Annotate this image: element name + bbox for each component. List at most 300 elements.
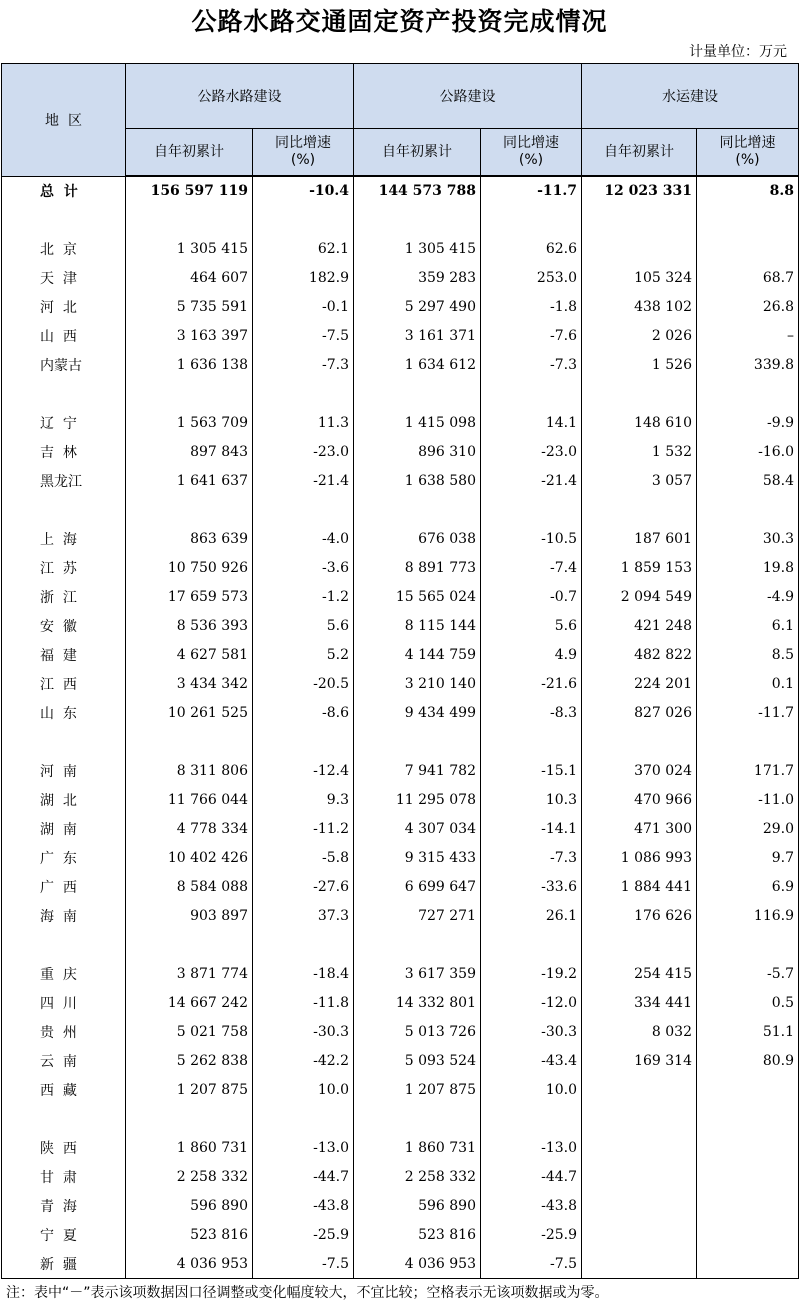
water-yoy-cell xyxy=(697,1191,799,1220)
highway-cumulative-cell: 8 891 773 xyxy=(354,553,481,582)
total-cumulative-cell: 1 207 875 xyxy=(126,1075,253,1104)
table-row xyxy=(2,756,799,785)
table-row xyxy=(2,1162,799,1191)
water-yoy-cell xyxy=(697,234,799,263)
water-cumulative-cell: 827 026 xyxy=(582,698,697,727)
highway-cumulative-cell: 5 297 490 xyxy=(354,292,481,321)
spacer-cell xyxy=(481,379,582,408)
region-cell: 湖 北 xyxy=(2,785,126,814)
highway-yoy-cell: 10.3 xyxy=(481,785,582,814)
water-cumulative-cell: 1 086 993 xyxy=(582,843,697,872)
region-cell: 海 南 xyxy=(2,901,126,930)
highway-yoy-cell: -33.6 xyxy=(481,872,582,901)
spacer-cell xyxy=(2,1104,126,1133)
total-yoy-cell: 11.3 xyxy=(253,408,354,437)
spacer-cell xyxy=(481,930,582,959)
spacer-row xyxy=(2,727,799,756)
total-yoy-cell: -7.3 xyxy=(253,350,354,379)
region-cell: 重 庆 xyxy=(2,959,126,988)
table-row xyxy=(2,843,799,872)
water-cumulative-cell: 482 822 xyxy=(582,640,697,669)
header-water-cumulative: 自年初累计 xyxy=(582,129,697,177)
highway-cumulative-cell: 896 310 xyxy=(354,437,481,466)
highway-yoy-cell: -23.0 xyxy=(481,437,582,466)
total-cumulative-cell: 1 305 415 xyxy=(126,234,253,263)
region-cell: 江 苏 xyxy=(2,553,126,582)
water-yoy-cell: 80.9 xyxy=(697,1046,799,1075)
highway-yoy-cell: -13.0 xyxy=(481,1133,582,1162)
total-yoy-cell: -11.2 xyxy=(253,814,354,843)
water-yoy-cell: 26.8 xyxy=(697,292,799,321)
water-yoy-cell: 9.7 xyxy=(697,843,799,872)
water-cumulative-cell: 8 032 xyxy=(582,1017,697,1046)
table-row xyxy=(2,814,799,843)
highway-cumulative-cell: 4 144 759 xyxy=(354,640,481,669)
total-yoy-cell: -12.4 xyxy=(253,756,354,785)
spacer-cell xyxy=(354,727,481,756)
yoy-line2: (%) xyxy=(518,152,544,168)
table-row xyxy=(2,524,799,553)
water-cumulative-cell: 187 601 xyxy=(582,524,697,553)
spacer-cell xyxy=(481,727,582,756)
highway-cumulative-cell: 1 207 875 xyxy=(354,1075,481,1104)
total-cumulative-cell: 903 897 xyxy=(126,901,253,930)
table-row xyxy=(2,466,799,495)
highway-cumulative-cell: 9 315 433 xyxy=(354,843,481,872)
total-cumulative-cell: 523 816 xyxy=(126,1220,253,1249)
table-row xyxy=(2,988,799,1017)
total-cumulative-cell: 8 311 806 xyxy=(126,756,253,785)
table-row xyxy=(2,408,799,437)
total-cumulative-cell: 8 536 393 xyxy=(126,611,253,640)
water-yoy-cell: -5.7 xyxy=(697,959,799,988)
region-cell: 宁 夏 xyxy=(2,1220,126,1249)
highway-yoy-cell: -25.9 xyxy=(481,1220,582,1249)
water-yoy-cell: – xyxy=(697,321,799,350)
water-cumulative-cell: 438 102 xyxy=(582,292,697,321)
table-row xyxy=(2,321,799,350)
region-cell: 江 西 xyxy=(2,669,126,698)
water-yoy-cell: 8.5 xyxy=(697,640,799,669)
total-cumulative-cell: 5 021 758 xyxy=(126,1017,253,1046)
region-cell: 山 西 xyxy=(2,321,126,350)
region-cell: 内蒙古 xyxy=(2,350,126,379)
header-total-yoy xyxy=(253,129,354,177)
water-cumulative-cell: 12 023 331 xyxy=(582,176,697,205)
region-cell: 四 川 xyxy=(2,988,126,1017)
header-highway-cumulative: 自年初累计 xyxy=(354,129,481,177)
spacer-cell xyxy=(697,1104,799,1133)
spacer-cell xyxy=(253,379,354,408)
water-yoy-cell: 51.1 xyxy=(697,1017,799,1046)
spacer-cell xyxy=(481,1104,582,1133)
spacer-cell xyxy=(253,495,354,524)
table-row xyxy=(2,263,799,292)
spacer-cell xyxy=(697,930,799,959)
water-cumulative-cell xyxy=(582,1191,697,1220)
region-cell: 上 海 xyxy=(2,524,126,553)
spacer-cell xyxy=(582,1104,697,1133)
total-yoy-cell: 5.2 xyxy=(253,640,354,669)
table-row xyxy=(2,640,799,669)
highway-cumulative-cell: 8 115 144 xyxy=(354,611,481,640)
table-row xyxy=(2,1075,799,1104)
highway-cumulative-cell: 3 161 371 xyxy=(354,321,481,350)
highway-cumulative-cell: 2 258 332 xyxy=(354,1162,481,1191)
region-cell: 河 南 xyxy=(2,756,126,785)
highway-cumulative-cell: 11 295 078 xyxy=(354,785,481,814)
water-yoy-cell: -16.0 xyxy=(697,437,799,466)
total-cumulative-cell: 897 843 xyxy=(126,437,253,466)
water-yoy-cell: 8.8 xyxy=(697,176,799,205)
total-yoy-cell: 9.3 xyxy=(253,785,354,814)
spacer-cell xyxy=(354,205,481,234)
total-cumulative-cell: 3 871 774 xyxy=(126,959,253,988)
highway-yoy-cell: -7.3 xyxy=(481,350,582,379)
total-cumulative-cell: 5 735 591 xyxy=(126,292,253,321)
spacer-cell xyxy=(253,1104,354,1133)
table-row xyxy=(2,350,799,379)
total-yoy-cell: -30.3 xyxy=(253,1017,354,1046)
spacer-cell xyxy=(582,727,697,756)
total-yoy-cell: 62.1 xyxy=(253,234,354,263)
highway-yoy-cell: -30.3 xyxy=(481,1017,582,1046)
total-yoy-cell: -10.4 xyxy=(253,176,354,205)
water-cumulative-cell: 421 248 xyxy=(582,611,697,640)
total-yoy-cell: 10.0 xyxy=(253,1075,354,1104)
water-cumulative-cell xyxy=(582,234,697,263)
spacer-cell xyxy=(481,205,582,234)
table-row xyxy=(2,582,799,611)
total-cumulative-cell: 4 036 953 xyxy=(126,1249,253,1279)
region-cell: 广 东 xyxy=(2,843,126,872)
spacer-cell xyxy=(2,205,126,234)
region-cell: 北 京 xyxy=(2,234,126,263)
highway-cumulative-cell: 3 210 140 xyxy=(354,669,481,698)
table-row xyxy=(2,234,799,263)
total-row xyxy=(2,176,799,205)
total-cumulative-cell: 1 636 138 xyxy=(126,350,253,379)
region-cell: 新 疆 xyxy=(2,1249,126,1279)
highway-cumulative-cell: 1 415 098 xyxy=(354,408,481,437)
highway-yoy-cell: 10.0 xyxy=(481,1075,582,1104)
header-total-cumulative: 自年初累计 xyxy=(126,129,253,177)
water-cumulative-cell: 1 532 xyxy=(582,437,697,466)
total-cumulative-cell: 464 607 xyxy=(126,263,253,292)
table-row xyxy=(2,785,799,814)
water-cumulative-cell xyxy=(582,1133,697,1162)
total-cumulative-cell: 10 261 525 xyxy=(126,698,253,727)
total-yoy-cell: -44.7 xyxy=(253,1162,354,1191)
highway-yoy-cell: -19.2 xyxy=(481,959,582,988)
water-yoy-cell: 171.7 xyxy=(697,756,799,785)
spacer-cell xyxy=(582,379,697,408)
total-yoy-cell: -1.2 xyxy=(253,582,354,611)
water-cumulative-cell xyxy=(582,1249,697,1279)
water-cumulative-cell: 1 884 441 xyxy=(582,872,697,901)
total-cumulative-cell: 14 667 242 xyxy=(126,988,253,1017)
region-cell: 贵 州 xyxy=(2,1017,126,1046)
highway-yoy-cell: 26.1 xyxy=(481,901,582,930)
water-cumulative-cell: 224 201 xyxy=(582,669,697,698)
highway-yoy-cell: 253.0 xyxy=(481,263,582,292)
water-cumulative-cell: 2 094 549 xyxy=(582,582,697,611)
water-yoy-cell: 0.1 xyxy=(697,669,799,698)
water-cumulative-cell: 176 626 xyxy=(582,901,697,930)
water-yoy-cell: 30.3 xyxy=(697,524,799,553)
header-group-total: 公路水路建设 xyxy=(126,64,354,129)
spacer-cell xyxy=(354,930,481,959)
region-cell: 安 徽 xyxy=(2,611,126,640)
region-cell: 浙 江 xyxy=(2,582,126,611)
table-row xyxy=(2,1191,799,1220)
water-cumulative-cell: 169 314 xyxy=(582,1046,697,1075)
total-yoy-cell: -11.8 xyxy=(253,988,354,1017)
total-cumulative-cell: 596 890 xyxy=(126,1191,253,1220)
highway-yoy-cell: 4.9 xyxy=(481,640,582,669)
spacer-cell xyxy=(697,379,799,408)
table-row xyxy=(2,698,799,727)
highway-cumulative-cell: 1 860 731 xyxy=(354,1133,481,1162)
spacer-cell xyxy=(126,379,253,408)
region-cell: 河 北 xyxy=(2,292,126,321)
spacer-cell xyxy=(354,1104,481,1133)
water-cumulative-cell xyxy=(582,1075,697,1104)
spacer-cell xyxy=(126,205,253,234)
spacer-cell xyxy=(582,930,697,959)
highway-yoy-cell: -14.1 xyxy=(481,814,582,843)
spacer-cell xyxy=(2,379,126,408)
highway-yoy-cell: 62.6 xyxy=(481,234,582,263)
water-yoy-cell xyxy=(697,1133,799,1162)
spacer-cell xyxy=(354,495,481,524)
header-water-yoy xyxy=(697,129,799,177)
table-row xyxy=(2,1046,799,1075)
table-row xyxy=(2,872,799,901)
highway-yoy-cell: -0.7 xyxy=(481,582,582,611)
highway-yoy-cell: -8.3 xyxy=(481,698,582,727)
header-group-highway: 公路建设 xyxy=(354,64,582,129)
total-cumulative-cell: 863 639 xyxy=(126,524,253,553)
highway-yoy-cell: -7.5 xyxy=(481,1249,582,1279)
region-cell: 甘 肃 xyxy=(2,1162,126,1191)
water-yoy-cell xyxy=(697,1220,799,1249)
highway-cumulative-cell: 727 271 xyxy=(354,901,481,930)
total-yoy-cell: -27.6 xyxy=(253,872,354,901)
table-row xyxy=(2,553,799,582)
yoy-line2: (%) xyxy=(735,152,760,168)
total-cumulative-cell: 17 659 573 xyxy=(126,582,253,611)
region-cell: 山 东 xyxy=(2,698,126,727)
table-row xyxy=(2,1017,799,1046)
water-cumulative-cell: 3 057 xyxy=(582,466,697,495)
table-row xyxy=(2,1133,799,1162)
highway-yoy-cell: -7.6 xyxy=(481,321,582,350)
table-row xyxy=(2,901,799,930)
spacer-cell xyxy=(126,930,253,959)
highway-yoy-cell: -7.3 xyxy=(481,843,582,872)
highway-yoy-cell: -43.8 xyxy=(481,1191,582,1220)
water-cumulative-cell: 105 324 xyxy=(582,263,697,292)
region-cell: 西 藏 xyxy=(2,1075,126,1104)
total-yoy-cell: -20.5 xyxy=(253,669,354,698)
water-yoy-cell xyxy=(697,1075,799,1104)
spacer-cell xyxy=(481,495,582,524)
highway-cumulative-cell: 6 699 647 xyxy=(354,872,481,901)
spacer-cell xyxy=(2,495,126,524)
spacer-cell xyxy=(697,205,799,234)
region-cell: 广 西 xyxy=(2,872,126,901)
header-group-water: 水运建设 xyxy=(582,64,799,129)
spacer-cell xyxy=(697,727,799,756)
highway-cumulative-cell: 1 305 415 xyxy=(354,234,481,263)
water-yoy-cell: -11.0 xyxy=(697,785,799,814)
total-yoy-cell: 182.9 xyxy=(253,263,354,292)
total-cumulative-cell: 3 163 397 xyxy=(126,321,253,350)
highway-cumulative-cell: 5 093 524 xyxy=(354,1046,481,1075)
total-yoy-cell: 37.3 xyxy=(253,901,354,930)
spacer-cell xyxy=(126,495,253,524)
total-cumulative-cell: 3 434 342 xyxy=(126,669,253,698)
region-cell: 吉 林 xyxy=(2,437,126,466)
spacer-cell xyxy=(126,727,253,756)
water-yoy-cell: -4.9 xyxy=(697,582,799,611)
total-yoy-cell: -13.0 xyxy=(253,1133,354,1162)
header-highway-yoy xyxy=(481,129,582,177)
water-yoy-cell: 116.9 xyxy=(697,901,799,930)
highway-cumulative-cell: 15 565 024 xyxy=(354,582,481,611)
table-header xyxy=(2,64,799,177)
total-yoy-cell: -4.0 xyxy=(253,524,354,553)
total-yoy-cell: -23.0 xyxy=(253,437,354,466)
total-cumulative-cell: 156 597 119 xyxy=(126,176,253,205)
total-yoy-cell: -21.4 xyxy=(253,466,354,495)
highway-yoy-cell: -12.0 xyxy=(481,988,582,1017)
spacer-cell xyxy=(354,379,481,408)
spacer-row xyxy=(2,495,799,524)
highway-cumulative-cell: 14 332 801 xyxy=(354,988,481,1017)
table-row xyxy=(2,669,799,698)
water-yoy-cell xyxy=(697,1249,799,1279)
spacer-cell xyxy=(582,205,697,234)
highway-cumulative-cell: 676 038 xyxy=(354,524,481,553)
highway-cumulative-cell: 359 283 xyxy=(354,263,481,292)
total-cumulative-cell: 10 402 426 xyxy=(126,843,253,872)
water-yoy-cell: 58.4 xyxy=(697,466,799,495)
highway-yoy-cell: -15.1 xyxy=(481,756,582,785)
spacer-row xyxy=(2,379,799,408)
yoy-line2: (%) xyxy=(290,152,316,168)
total-yoy-cell: -42.2 xyxy=(253,1046,354,1075)
table-row xyxy=(2,611,799,640)
total-yoy-cell: -3.6 xyxy=(253,553,354,582)
water-cumulative-cell: 470 966 xyxy=(582,785,697,814)
total-yoy-cell: -8.6 xyxy=(253,698,354,727)
spacer-cell xyxy=(582,495,697,524)
water-yoy-cell xyxy=(697,1162,799,1191)
highway-cumulative-cell: 3 617 359 xyxy=(354,959,481,988)
yoy-line1: 同比增速 xyxy=(719,135,776,151)
highway-yoy-cell: -21.4 xyxy=(481,466,582,495)
highway-yoy-cell: -43.4 xyxy=(481,1046,582,1075)
water-yoy-cell: -11.7 xyxy=(697,698,799,727)
water-yoy-cell: 0.5 xyxy=(697,988,799,1017)
water-cumulative-cell xyxy=(582,1220,697,1249)
water-yoy-cell: 68.7 xyxy=(697,263,799,292)
highway-cumulative-cell: 5 013 726 xyxy=(354,1017,481,1046)
water-yoy-cell: 6.9 xyxy=(697,872,799,901)
water-cumulative-cell: 2 026 xyxy=(582,321,697,350)
water-cumulative-cell xyxy=(582,1162,697,1191)
total-yoy-cell: -5.8 xyxy=(253,843,354,872)
total-yoy-cell: 5.6 xyxy=(253,611,354,640)
total-cumulative-cell: 10 750 926 xyxy=(126,553,253,582)
spacer-cell xyxy=(697,495,799,524)
water-yoy-cell: -9.9 xyxy=(697,408,799,437)
total-yoy-cell: -18.4 xyxy=(253,959,354,988)
region-cell: 陕 西 xyxy=(2,1133,126,1162)
water-cumulative-cell: 370 024 xyxy=(582,756,697,785)
total-yoy-cell: -25.9 xyxy=(253,1220,354,1249)
highway-yoy-cell: -1.8 xyxy=(481,292,582,321)
water-yoy-cell: 6.1 xyxy=(697,611,799,640)
spacer-cell xyxy=(253,930,354,959)
water-yoy-cell: 29.0 xyxy=(697,814,799,843)
highway-yoy-cell: -7.4 xyxy=(481,553,582,582)
total-yoy-cell: -43.8 xyxy=(253,1191,354,1220)
highway-yoy-cell: 5.6 xyxy=(481,611,582,640)
footnote: 注：表中“－”表示该项数据因口径调整或变化幅度较大，不宜比较；空格表示无该项数据或为零。 xyxy=(6,1285,609,1301)
total-cumulative-cell: 4 778 334 xyxy=(126,814,253,843)
unit-label: 计量单位：万元 xyxy=(689,44,787,60)
highway-yoy-cell: 14.1 xyxy=(481,408,582,437)
water-cumulative-cell: 148 610 xyxy=(582,408,697,437)
total-cumulative-cell: 1 563 709 xyxy=(126,408,253,437)
region-cell: 黑龙江 xyxy=(2,466,126,495)
header-region: 地 区 xyxy=(2,64,126,177)
total-cumulative-cell: 5 262 838 xyxy=(126,1046,253,1075)
spacer-row xyxy=(2,205,799,234)
total-yoy-cell: -7.5 xyxy=(253,1249,354,1279)
water-yoy-cell: 339.8 xyxy=(697,350,799,379)
spacer-row xyxy=(2,930,799,959)
water-cumulative-cell: 1 526 xyxy=(582,350,697,379)
highway-cumulative-cell: 596 890 xyxy=(354,1191,481,1220)
water-cumulative-cell: 471 300 xyxy=(582,814,697,843)
table-row xyxy=(2,1220,799,1249)
spacer-cell xyxy=(2,930,126,959)
highway-yoy-cell: -44.7 xyxy=(481,1162,582,1191)
spacer-cell xyxy=(253,727,354,756)
highway-yoy-cell: -21.6 xyxy=(481,669,582,698)
spacer-cell xyxy=(126,1104,253,1133)
highway-cumulative-cell: 523 816 xyxy=(354,1220,481,1249)
highway-cumulative-cell: 7 941 782 xyxy=(354,756,481,785)
region-cell: 云 南 xyxy=(2,1046,126,1075)
highway-cumulative-cell: 4 307 034 xyxy=(354,814,481,843)
total-cumulative-cell: 4 627 581 xyxy=(126,640,253,669)
total-yoy-cell: -0.1 xyxy=(253,292,354,321)
region-cell: 总 计 xyxy=(2,176,126,205)
table-row xyxy=(2,292,799,321)
highway-yoy-cell: -10.5 xyxy=(481,524,582,553)
yoy-line1: 同比增速 xyxy=(275,135,331,151)
region-cell: 青 海 xyxy=(2,1191,126,1220)
table-body xyxy=(2,176,799,1279)
table-row xyxy=(2,959,799,988)
water-cumulative-cell: 254 415 xyxy=(582,959,697,988)
highway-yoy-cell: -11.7 xyxy=(481,176,582,205)
